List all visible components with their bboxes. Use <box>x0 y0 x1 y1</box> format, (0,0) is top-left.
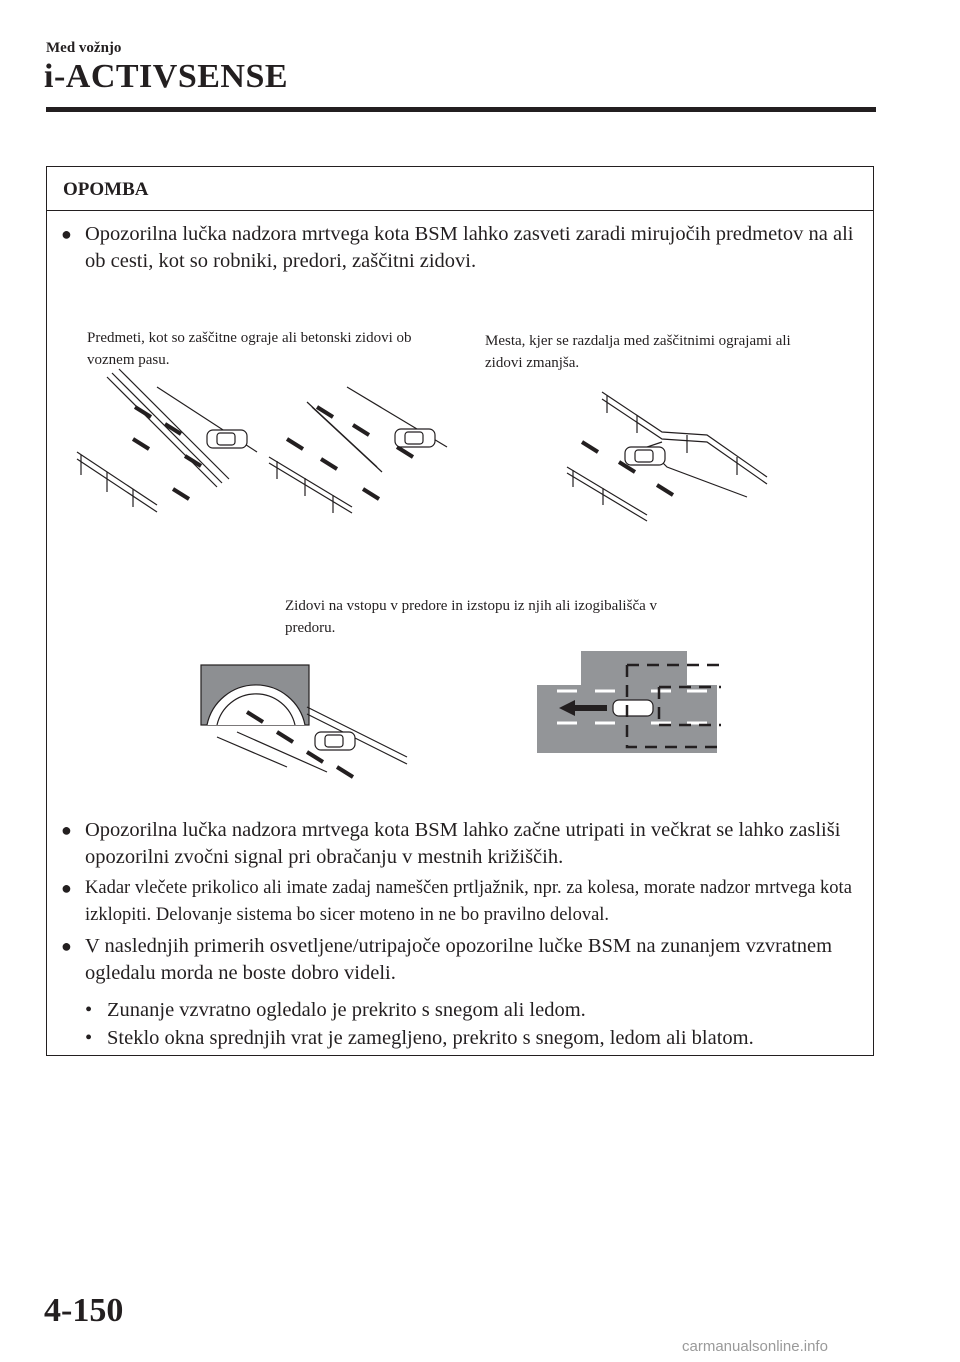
page-title: i-ACTIVSENSE <box>44 58 289 95</box>
figure-caption-2: Mesta, kjer se razdalja med zaščitnimi ograjami ali zidovi zmanjša. <box>485 333 791 371</box>
sub-bullet-icon: • <box>85 1027 93 1049</box>
figure-guardrail <box>269 387 447 513</box>
bullet-dot-icon: ● <box>61 936 72 956</box>
note-bullet-3 <box>61 875 861 929</box>
figure-intersection <box>537 651 721 753</box>
note-heading: OPOMBA <box>47 167 873 211</box>
bullet-text: Kadar vlečete prikolico ali imate zadaj nameščen prtljažnik, npr. za kolesa, morate nadzor mrtvega kota izklopiti. Delovanje sistema bo sicer moteno in ne bo pravilno deloval. <box>85 878 852 925</box>
bullet-text: V naslednjih primerih osvetljene/utripajoče opozorilne lučke BSM na zunanjem vzvratnem ogledalu morda ne boste dobro videli. <box>85 935 833 984</box>
bullet-dot-icon: ● <box>61 878 72 898</box>
bullet-text: Opozorilna lučka nadzora mrtvega kota BSM lahko zasveti zaradi mirujočih predmetov na ali ob cesti, kot so robniki, predori, zaščitni zidovi. <box>85 223 854 272</box>
watermark: carmanualsonline.info <box>682 1338 828 1355</box>
section-label: Med vožnjo <box>46 40 122 56</box>
bullet-dot-icon: ● <box>61 820 72 840</box>
page-number: 4-150 <box>44 1292 124 1329</box>
bullet-text: Opozorilna lučka nadzora mrtvega kota BSM lahko začne utripati in večkrat se lahko zasliši opozorilni zvočni signal pri obračanju v mestnih križiščih. <box>85 819 841 868</box>
note-bullet-2 <box>61 817 861 871</box>
bullet-dot-icon: ● <box>61 224 72 244</box>
subitem-text: Steklo okna sprednjih vrat je zamegljeno, prekrito s snegom, ledom ali blatom. <box>107 1027 754 1049</box>
figure-caption-1: Predmeti, kot so zaščitne ograje ali betonski zidovi ob voznem pasu. <box>87 330 412 368</box>
road-illustrations <box>47 167 873 827</box>
note-subitem-2 <box>85 1025 865 1052</box>
figure-tunnel <box>201 665 407 777</box>
sub-bullet-icon: • <box>85 999 93 1021</box>
title-rule <box>46 107 876 112</box>
figure-converging-rails <box>567 392 767 521</box>
subitem-text: Zunanje vzvratno ogledalo je prekrito s snegom ali ledom. <box>107 999 586 1021</box>
figure-caption-3: Zidovi na vstopu v predore in izstopu iz njih ali izogibališča v predoru. <box>285 598 658 636</box>
note-box <box>46 166 874 1056</box>
figure-concrete-wall <box>77 369 257 512</box>
note-subitem-1 <box>85 997 865 1024</box>
note-bullet-4 <box>61 933 861 987</box>
